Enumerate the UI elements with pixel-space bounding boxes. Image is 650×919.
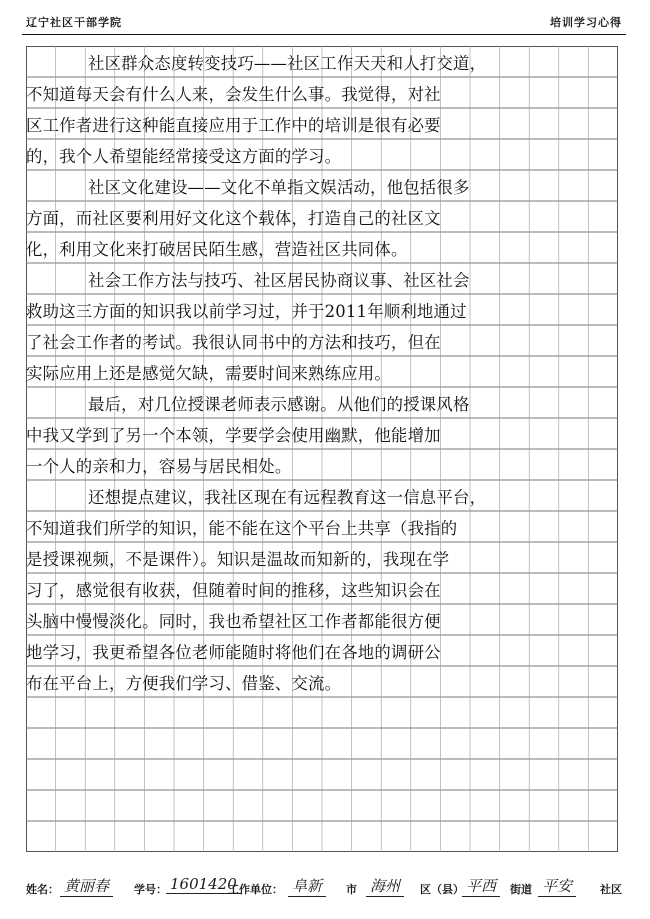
essay-line: 区工作者进行这种能直接应用于工作中的培训是很有必要 [26, 115, 441, 135]
header-rule [22, 34, 626, 35]
essay-line: 地学习，我更希望各位老师能随时将他们在各地的调研公 [26, 642, 441, 662]
district-value: 海州 [366, 875, 404, 897]
page-header [22, 12, 626, 32]
district-label: 区（县） [420, 883, 464, 896]
essay-line: 方面，而社区要利用好文化这个载体，打造自己的社区文 [26, 208, 441, 228]
essay-line: 头脑中慢慢淡化。同时，我也希望社区工作者都能很方便 [26, 611, 441, 631]
id-label: 学号： [134, 883, 167, 896]
essay-line: 化，利用文化来打破居民陌生感，营造社区共同体。 [26, 239, 408, 259]
essay-line: 一个人的亲和力，容易与居民相处。 [26, 456, 292, 476]
essay-line: 了社会工作者的考试。我很认同书中的方法和技巧，但在 [26, 332, 441, 352]
essay-line: 社区群众态度转变技巧——社区工作天天和人打交道， [88, 53, 487, 73]
essay-line: 最后，对几位授课老师表示感谢。从他们的授课风格 [88, 394, 470, 414]
essay-line: 是授课视频，不是课件）。知识是温故而知新的，我现在学 [26, 549, 450, 569]
essay-line: 不知道每天会有什么人来，会发生什么事。我觉得，对社 [26, 84, 441, 104]
essay-line: 中我又学到了另一个本领，学要学会使用幽默，他能增加 [26, 425, 441, 445]
city-label: 市 [346, 883, 357, 896]
community-value: 平安 [538, 875, 576, 897]
community-label: 社区 [600, 883, 622, 896]
name-value: 黄丽春 [60, 875, 113, 897]
essay-line: 的，我个人希望能经常接受这方面的学习。 [26, 146, 342, 166]
document-type: 培训学习心得 [550, 16, 622, 29]
unit-label: 工作单位： [228, 883, 283, 896]
essay-line: 习了，感觉很有收获，但随着时间的推移，这些知识会在 [26, 580, 441, 600]
school-name: 辽宁社区干部学院 [26, 16, 122, 29]
essay-line: 布在平台上，方便我们学习、借鉴、交流。 [26, 673, 342, 693]
street-label: 街道 [510, 883, 532, 896]
name-label: 姓名： [26, 883, 59, 896]
essay-line: 不知道我们所学的知识，能不能在这个平台上共享（我指的 [26, 518, 458, 538]
student-info-footer [26, 873, 628, 899]
essay-line: 救助这三方面的知识我以前学习过，并于2011年顺利地通过 [26, 301, 467, 321]
writing-grid [26, 46, 618, 852]
essay-line: 实际应用上还是感觉欠缺，需要时间来熟练应用。 [26, 363, 391, 383]
essay-line: 还想提点建议，我社区现在有远程教育这一信息平台， [88, 487, 487, 507]
essay-line: 社区文化建设——文化不单指文娱活动，他包括很多 [88, 177, 470, 197]
unit-value: 阜新 [288, 875, 326, 897]
essay-line: 社会工作方法与技巧、社区居民协商议事、社区社会 [88, 270, 470, 290]
street-value: 平西 [462, 875, 500, 897]
id-value: 1601420 [166, 875, 241, 894]
